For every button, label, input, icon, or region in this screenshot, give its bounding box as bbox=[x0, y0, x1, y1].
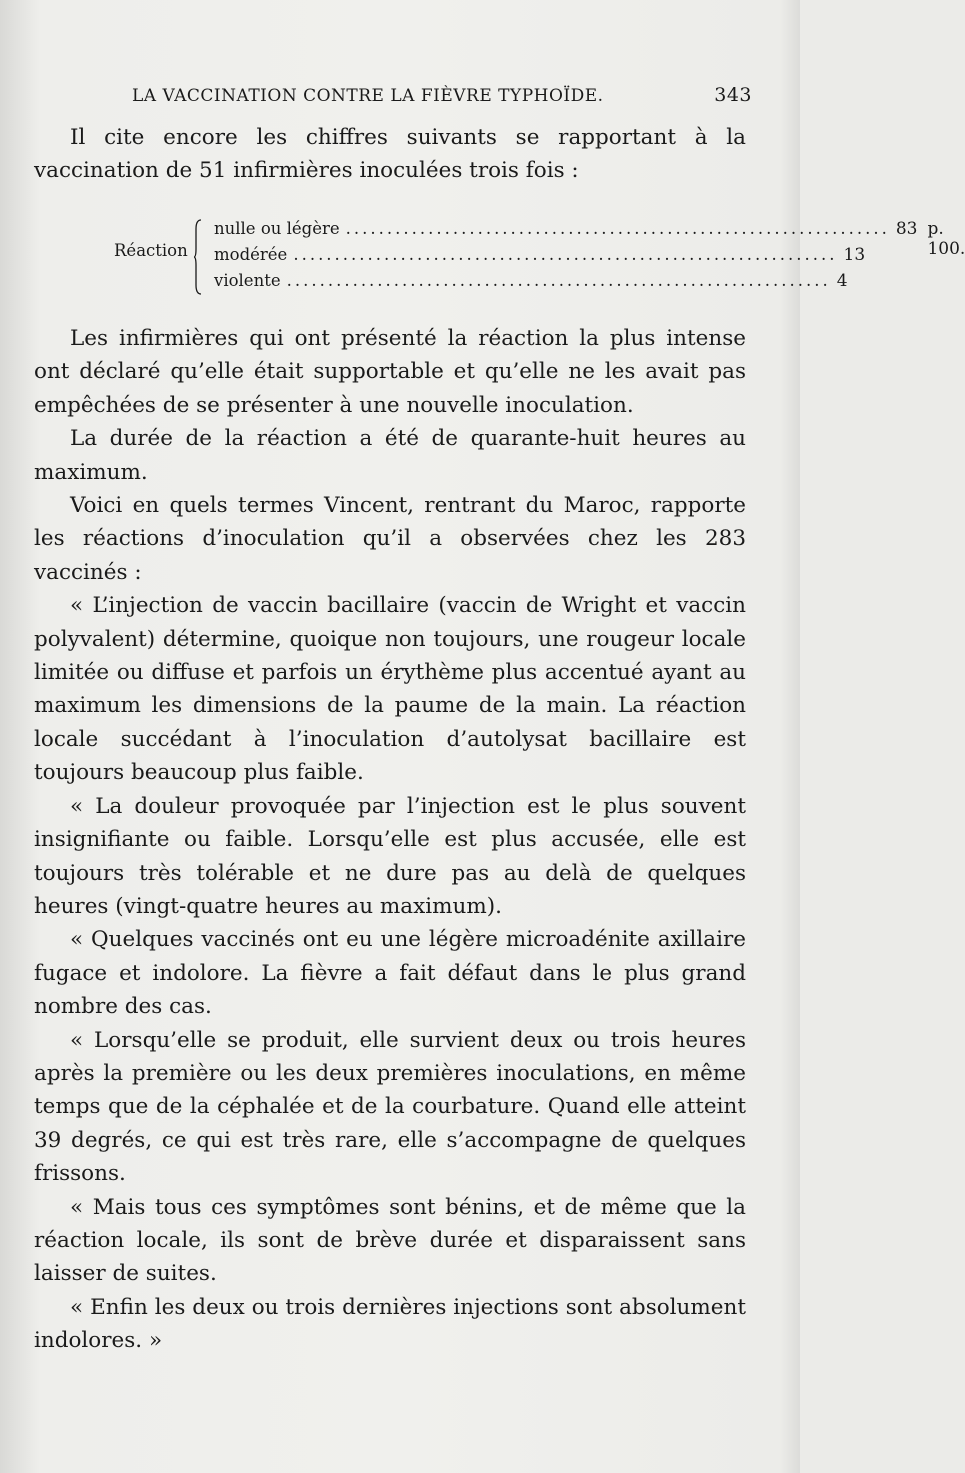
leader-dots: .................................................................. bbox=[293, 245, 838, 264]
table-row bbox=[214, 245, 866, 271]
running-header bbox=[132, 84, 752, 106]
running-title: LA VACCINATION CONTRE LA FIÈVRE TYPHOÏDE. bbox=[132, 86, 604, 106]
row-value: 83 bbox=[895, 219, 918, 239]
paragraph: Voici en quels termes Vincent, rentrant du Maroc, rapporte les réactions d’inoculation qu’il a observées chez les 283 vaccinés : bbox=[34, 493, 746, 585]
row-value: 4 bbox=[836, 271, 848, 291]
table-row bbox=[214, 271, 848, 297]
brace-icon bbox=[194, 219, 202, 295]
paragraph: Les infirmières qui ont présenté la réaction la plus intense ont déclaré qu’elle était supportable et qu’elle ne les avait pas empêchées de se présenter à une nouvelle inoculation. bbox=[34, 326, 746, 418]
row-name: nulle ou légère bbox=[214, 219, 340, 238]
intro-text: Il cite encore les chiffres suivants se rapportant à la vaccination de 51 infirmières inoculées trois fois : bbox=[34, 125, 746, 184]
paragraph: « Mais tous ces symptômes sont bénins, et de même que la réaction locale, ils sont de brève durée et disparaissent sans laisser de suites. bbox=[34, 1194, 746, 1287]
leader-dots: .................................................................. bbox=[345, 219, 890, 238]
paragraph: « Quelques vaccinés ont eu une légère microadénite axillaire fugace et indolore. La fièvre a fait défaut dans le plus grand nombre des cas. bbox=[34, 927, 746, 1020]
paragraph: La durée de la réaction a été de quarante-huit heures au maximum. bbox=[34, 426, 746, 485]
row-value: 13 bbox=[843, 245, 866, 265]
body-text bbox=[34, 322, 746, 1358]
row-unit: p. 100. bbox=[927, 219, 965, 259]
page-number: 343 bbox=[714, 84, 752, 106]
paragraph: « L’injection de vaccin bacillaire (vaccin de Wright et vaccin polyvalent) détermine, quoique non toujours, une rougeur locale limitée ou diffuse et parfois un érythème plus accentué ayant au maximum les dimensions de la paume de la main. La réaction locale succédant à l’inoculation d’autolysat bacillaire est toujours beaucoup plus faible. bbox=[34, 593, 746, 786]
paragraph: « Enfin les deux ou trois dernières injections sont absolument indolores. » bbox=[34, 1294, 746, 1354]
table-rows bbox=[214, 219, 965, 297]
paragraph: « La douleur provoquée par l’injection est le plus souvent insignifiante ou faible. Lorsqu’elle est plus accusée, elle est toujours très tolérable et ne dure pas au delà de quelques heures (vingt-quatre heures au maximum). bbox=[34, 793, 746, 919]
row-name: modérée bbox=[214, 245, 288, 264]
paragraph: « Lorsqu’elle se produit, elle survient deux ou trois heures après la première ou les deux premières inoculations, en même temps que de la céphalée et de la courbature. Quand elle atteint 39 degrés, ce qui est très rare, elle s’accompagne de quelques frissons. bbox=[34, 1027, 746, 1187]
table-label: Réaction bbox=[114, 241, 188, 260]
row-name: violente bbox=[214, 271, 281, 290]
intro-paragraph bbox=[34, 121, 746, 188]
leader-dots: .................................................................. bbox=[286, 271, 831, 290]
